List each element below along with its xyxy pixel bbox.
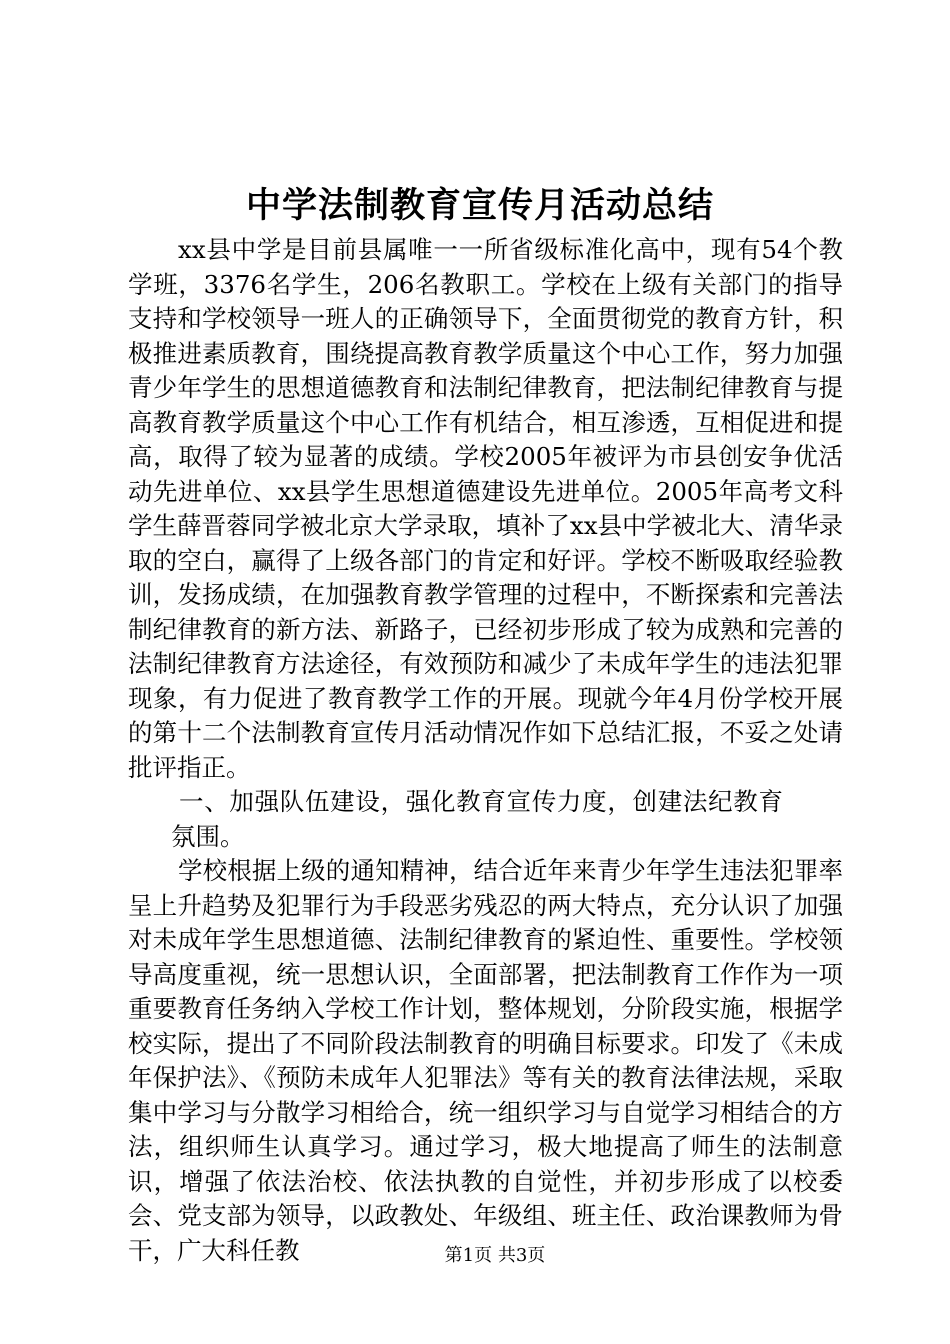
section-paragraph: 学校根据上级的通知精神，结合近年来青少年学生违法犯罪率呈上升趋势及犯罪行为手段恶劣残忍的两大特点，充分认识了加强对未成年学生思想道德、法制纪律教育的紧迫性、重要性。学校领导高度重视，统一思想认识，全面部署，把法制教育工作作为一项重要教育任务纳入学校工作计划，整体规划，分阶段实施，根据学校实际，提出了不同阶段法制教育的明确目标要求。印发了《未成年保护法》、《预防未成年人犯罪法》等有关的教育法律法规，采取集中学习与分散学习相给合，统一组织学习与自觉学习相结合的方法，组织师生认真学习。通过学习，极大地提高了师生的法制意识，增强了依法治校、依法执教的自觉性，并初步形成了以校委会、党支部为领导，以政教处、年级组、班主任、政治课教师为骨干，广大科任教 bbox=[128, 856, 843, 1265]
section-heading: 一、加强队伍建设，强化教育宣传力度，创建法纪教育氛围。 bbox=[171, 787, 783, 851]
intro-paragraph: xx县中学是目前县属唯一一所省级标准化高中，现有54个教学班，3376名学生，206名教职工。学校在上级有关部门的指导支持和学校领导一班人的正确领导下，全面贯彻党的教育方针，积极推进素质教育，围绕提高教育教学质量这个中心工作，努力加强青少年学生的思想道德教育和法制纪律教育，把法制纪律教育与提高教育教学质量这个中心工作有机结合，相互渗透，互相促进和提高，取得了较为显著的成绩。学校2005年被评为市县创安争优活动先进单位、xx县学生思想道德建设先进单位。2005年高考文科学生薛晋蓉同学被北京大学录取，填补了xx县中学被北大、清华录取的空白，赢得了上级各部门的肯定和好评。学校不断吸取经验教训，发扬成绩，在加强教育教学管理的过程中，不断探索和完善法制纪律教育的新方法、新路子，已经初步形成了较为成熟和完善的法制纪律教育方法途径，有效预防和减少了未成年学生的违法犯罪现象，有力促进了教育教学工作的开展。现就今年4月份学校开展的第十二个法制教育宣传月活动情况作如下总结汇报，不妥之处请批评指正。 bbox=[128, 235, 843, 782]
document-title: 中学法制教育宣传月活动总结 bbox=[245, 186, 714, 226]
document-body bbox=[128, 233, 843, 1268]
page-number-footer: 第1页 共3页 bbox=[444, 1245, 546, 1266]
